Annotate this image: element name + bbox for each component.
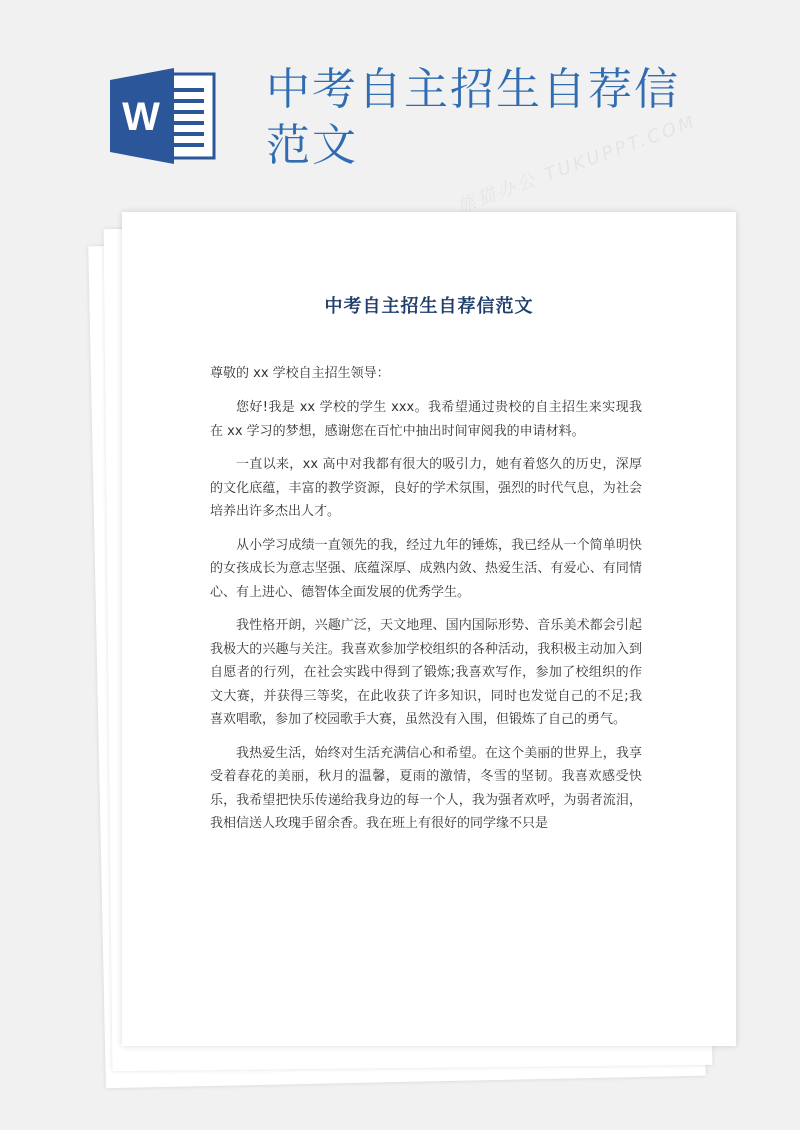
- word-document-icon: [110, 68, 220, 164]
- paragraph: 您好!我是 xx 学校的学生 xxx。我希望通过贵校的自主招生来实现我在 xx 学习的梦想，感谢您在百忙中抽出时间审阅我的申请材料。: [210, 400, 642, 439]
- svg-text:W: W: [122, 95, 160, 139]
- page-title: 中考自主招生自荐信范文: [266, 64, 680, 171]
- document-title: 中考自主招生自荐信范文: [324, 296, 534, 317]
- paragraph: 从小学习成绩一直领先的我，经过九年的锤炼，我已经从一个简单明快的女孩成长为意志坚强、底蕴深厚、成熟内敛、热爱生活、有爱心、有同情心、有上进心、德智体全面发展的优秀学生。: [210, 537, 642, 600]
- salutation: 尊敬的 xx 学校自主招生领导：: [210, 366, 390, 381]
- paragraph: 我热爱生活，始终对生活充满信心和希望。在这个美丽的世界上，我享受着春花的美丽，秋月的温馨，夏雨的激情，冬雪的坚韧。我喜欢感受快乐，我希望把快乐传递给我身边的每一个人，我为强者欢呼，为弱者流泪，我相信送人玫瑰手留余香。我在班上有很好的同学缘不只是: [210, 745, 642, 831]
- document-body: [210, 396, 642, 846]
- header: [0, 0, 800, 200]
- document-page: [122, 212, 736, 1046]
- paragraph: 一直以来，xx 高中对我都有很大的吸引力，她有着悠久的历史，深厚的文化底蕴，丰富的教学资源，良好的学术氛围，强烈的时代气息，为社会培养出许多杰出人才。: [210, 457, 642, 519]
- paragraph: 我性格开朗，兴趣广泛，天文地理、国内国际形势、音乐美术都会引起我极大的兴趣与关注。我喜欢参加学校组织的各种活动，我积极主动加入到自愿者的行列，在社会实践中得到了锻炼;我喜欢写作，参加了校组织的作文大赛，并获得三等奖，在此收获了许多知识，同时也发觉自己的不足;我喜欢唱歌，参加了校园歌手大赛，虽然没有入围，但锻炼了自己的勇气。: [210, 618, 642, 727]
- watermark: 熊猫办公 TUKUPPT.COM: [454, 111, 700, 218]
